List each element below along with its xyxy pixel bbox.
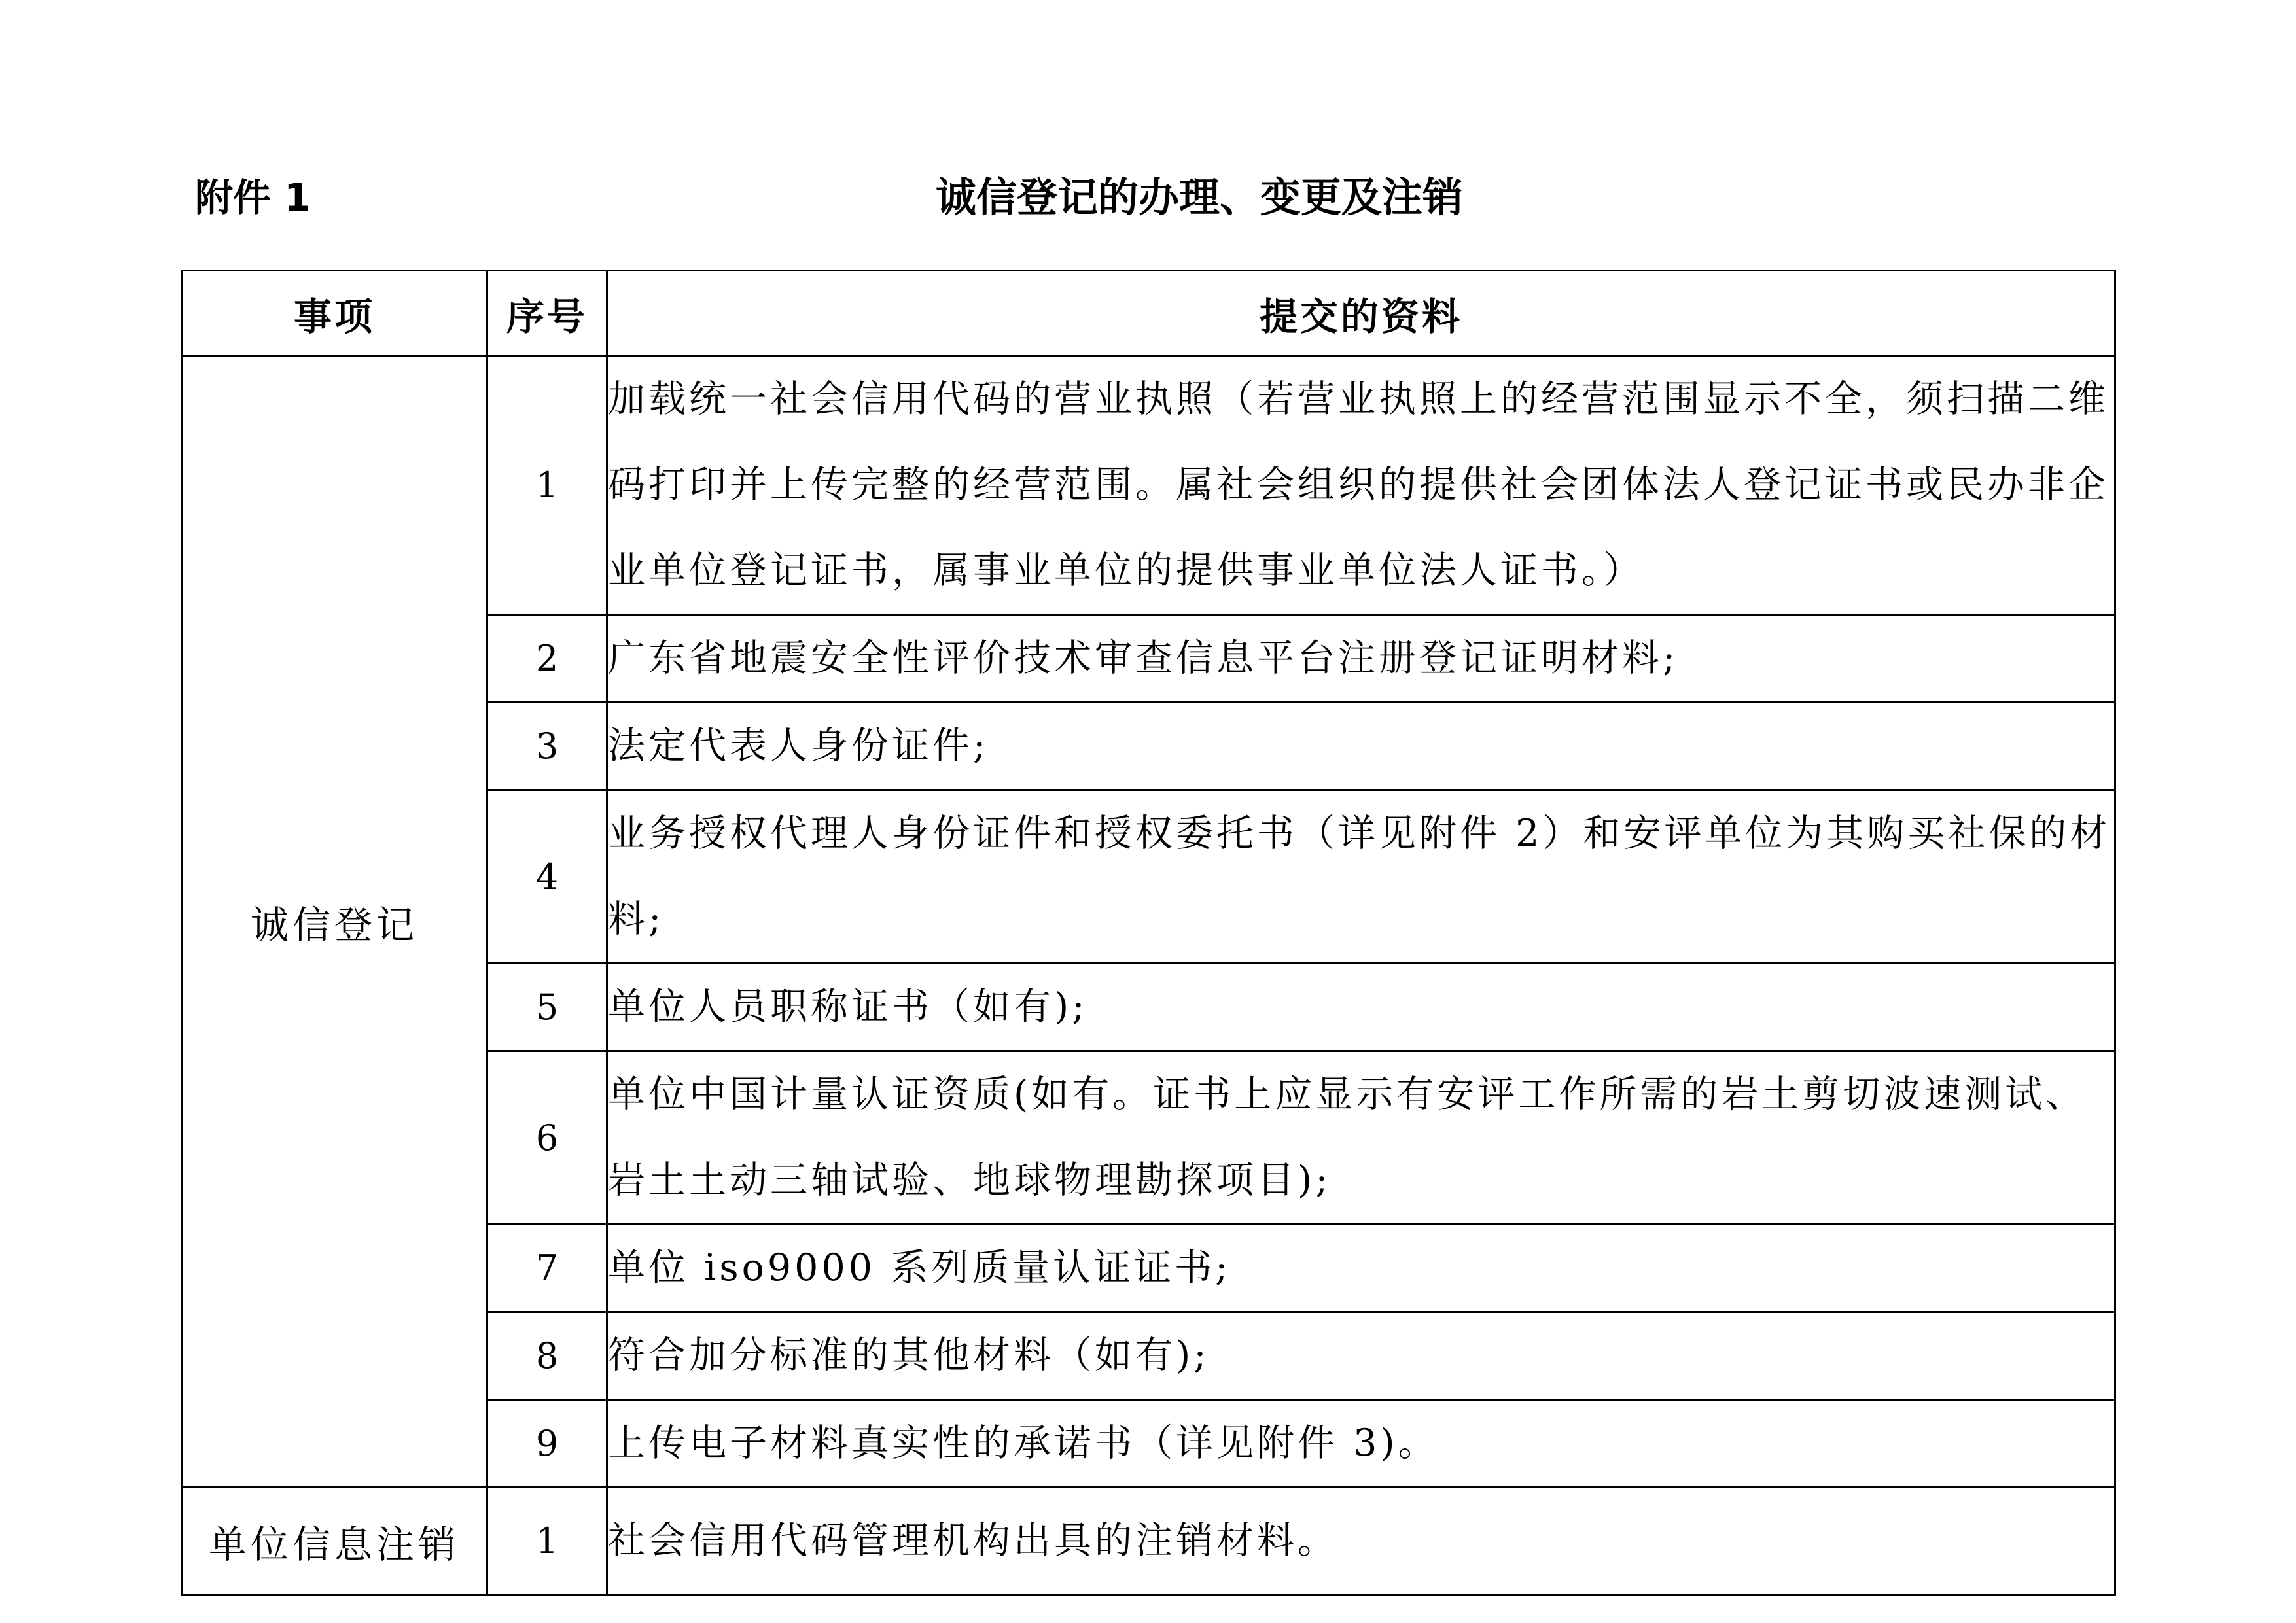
materials-cell: 加载统一社会信用代码的营业执照（若营业执照上的经营范围显示不全，须扫描二维码打印并上传完整的经营范围。属社会组织的提供社会团体法人登记证书或民办非企业单位登记证书，属事业单位的提供事业单位法人证书。） — [607, 356, 2115, 615]
seq-cell: 3 — [487, 703, 607, 790]
column-header-item: 事项 — [182, 271, 487, 356]
seq-cell: 9 — [487, 1400, 607, 1488]
table-row — [182, 1488, 2115, 1595]
seq-cell: 2 — [487, 615, 607, 703]
materials-cell: 法定代表人身份证件; — [607, 703, 2115, 790]
column-header-seq: 序号 — [487, 271, 607, 356]
materials-cell: 广东省地震安全性评价技术审查信息平台注册登记证明材料; — [607, 615, 2115, 703]
seq-cell: 8 — [487, 1312, 607, 1400]
materials-cell: 社会信用代码管理机构出具的注销材料。 — [607, 1488, 2115, 1595]
materials-cell: 单位人员职称证书（如有); — [607, 964, 2115, 1051]
materials-cell: 业务授权代理人身份证件和授权委托书（详见附件 2）和安评单位为其购买社保的材料; — [607, 790, 2115, 964]
materials-cell: 上传电子材料真实性的承诺书（详见附件 3)。 — [607, 1400, 2115, 1488]
seq-cell: 6 — [487, 1051, 607, 1225]
seq-cell: 1 — [487, 1488, 607, 1595]
column-header-materials: 提交的资料 — [607, 271, 2115, 356]
item-cell-integrity-registration: 诚信登记 — [182, 356, 487, 1488]
seq-cell: 1 — [487, 356, 607, 615]
item-cell-deregistration: 单位信息注销 — [182, 1488, 487, 1595]
materials-cell: 符合加分标准的其他材料（如有); — [607, 1312, 2115, 1400]
seq-cell: 5 — [487, 964, 607, 1051]
attachment-label: 附件 1 — [195, 175, 311, 220]
page-title: 诚信登记的办理、变更及注销 — [936, 173, 1464, 221]
seq-cell: 7 — [487, 1225, 607, 1312]
materials-cell: 单位中国计量认证资质(如有。证书上应显示有安评工作所需的岩土剪切波速测试、岩土土动三轴试验、地球物理勘探项目); — [607, 1051, 2115, 1225]
table-header-row — [182, 271, 2115, 356]
seq-cell: 4 — [487, 790, 607, 964]
table-row — [182, 356, 2115, 615]
materials-cell: 单位 iso9000 系列质量认证证书; — [607, 1225, 2115, 1312]
materials-table — [181, 270, 2116, 1596]
